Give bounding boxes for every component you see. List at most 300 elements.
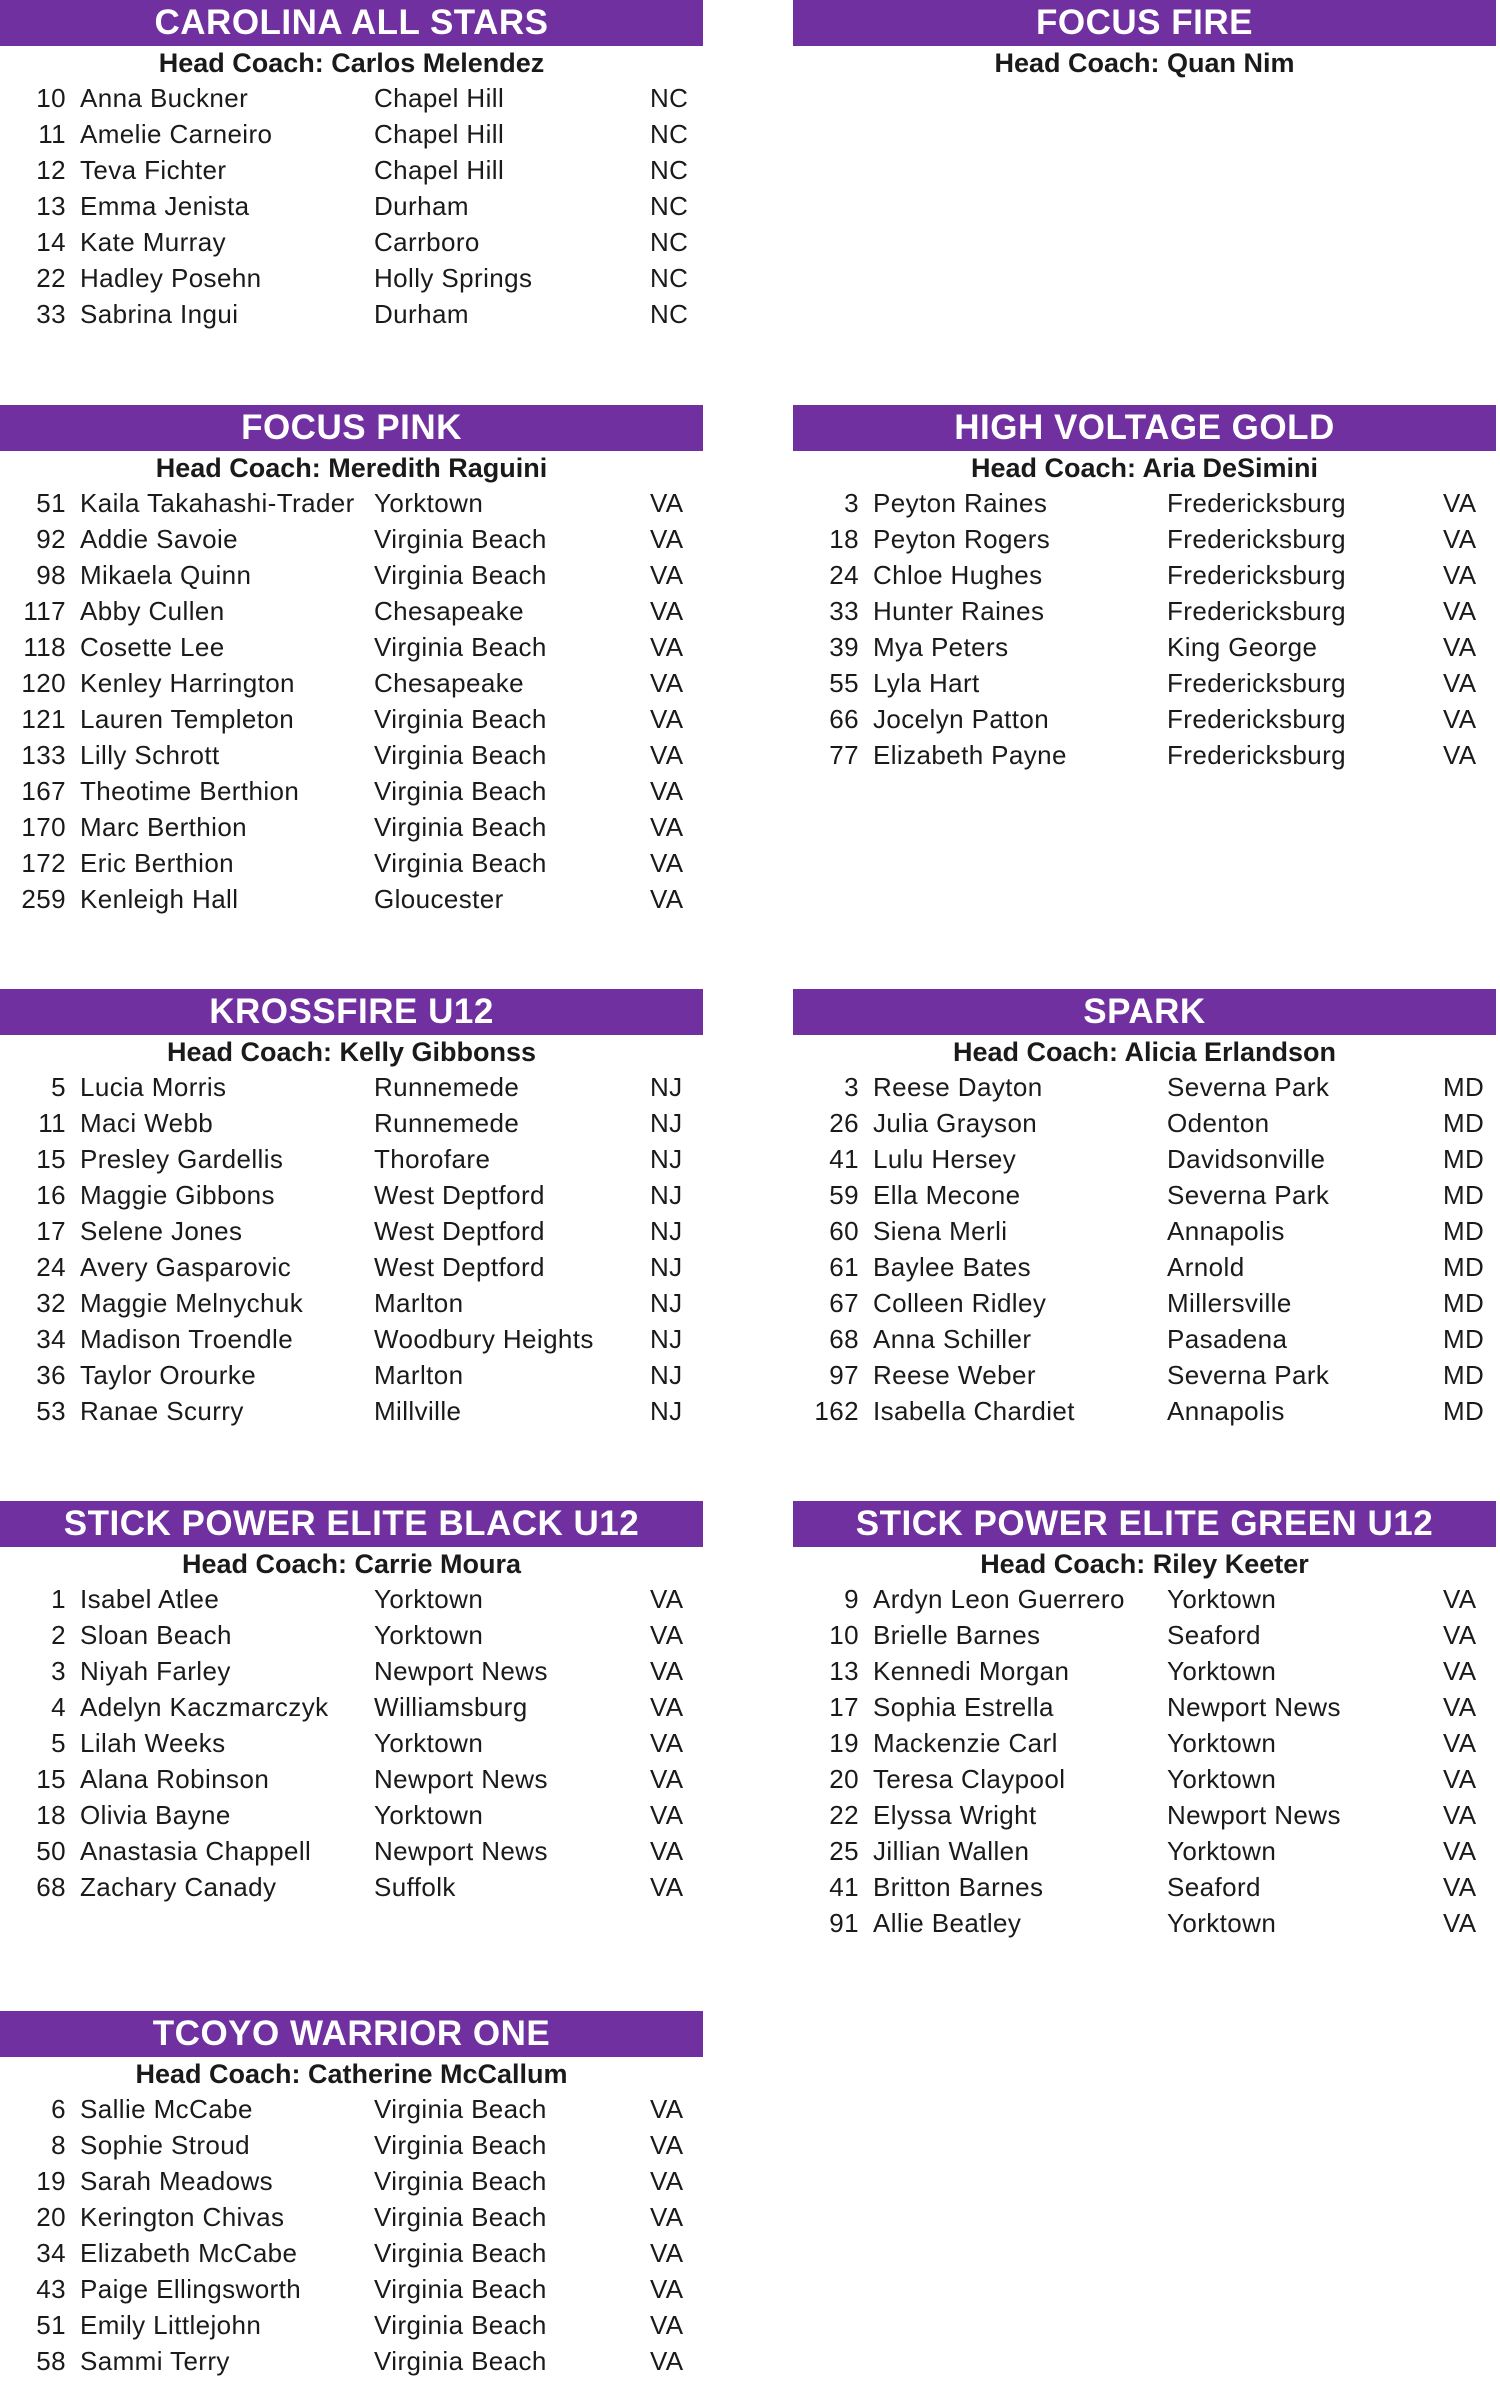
- player-number: 39: [829, 632, 859, 662]
- player-number: 33: [36, 299, 66, 329]
- player-state: VA: [1443, 1728, 1477, 1758]
- player-name: Peyton Rogers: [873, 524, 1051, 554]
- player-state: MD: [1443, 1252, 1485, 1282]
- player-city: Virginia Beach: [374, 2166, 547, 2196]
- player-row: [0, 593, 703, 629]
- player-city: Annapolis: [1167, 1216, 1285, 1246]
- player-number: 24: [36, 1252, 66, 1282]
- player-state: VA: [650, 740, 684, 770]
- team-block: [793, 0, 1496, 80]
- player-state: MD: [1443, 1288, 1485, 1318]
- player-city: West Deptford: [374, 1216, 545, 1246]
- player-number: 67: [829, 1288, 859, 1318]
- player-name: Mackenzie Carl: [873, 1728, 1058, 1758]
- player-number: 14: [36, 227, 66, 257]
- player-row: [0, 1285, 703, 1321]
- player-state: VA: [1443, 1584, 1477, 1614]
- player-city: Yorktown: [1167, 1656, 1277, 1686]
- player-number: 13: [36, 191, 66, 221]
- player-number: 3: [844, 488, 859, 518]
- player-name: Teva Fichter: [80, 155, 227, 185]
- player-city: Fredericksburg: [1167, 560, 1346, 590]
- player-list: [0, 1069, 703, 1429]
- player-number: 170: [21, 812, 66, 842]
- player-name: Peyton Raines: [873, 488, 1048, 518]
- player-name: Julia Grayson: [873, 1108, 1038, 1138]
- player-name: Alana Robinson: [80, 1764, 270, 1794]
- player-state: VA: [650, 524, 684, 554]
- player-name: Ardyn Leon Guerrero: [873, 1584, 1125, 1614]
- player-state: VA: [650, 2346, 684, 2376]
- player-city: Virginia Beach: [374, 2238, 547, 2268]
- player-city: Chesapeake: [374, 668, 524, 698]
- team-name: TCOYO WARRIOR ONE: [0, 2011, 703, 2057]
- player-row: [0, 116, 703, 152]
- player-number: 3: [51, 1656, 66, 1686]
- player-row: [0, 1689, 703, 1725]
- player-state: NC: [650, 155, 689, 185]
- player-row: [0, 1725, 703, 1761]
- player-city: Newport News: [1167, 1692, 1341, 1722]
- player-city: Newport News: [374, 1656, 548, 1686]
- player-number: 58: [36, 2346, 66, 2376]
- player-row: [0, 1761, 703, 1797]
- player-state: MD: [1443, 1324, 1485, 1354]
- player-row: [793, 1249, 1496, 1285]
- player-name: Sarah Meadows: [80, 2166, 274, 2196]
- player-list: [0, 2091, 703, 2379]
- team-name: FOCUS PINK: [0, 405, 703, 451]
- player-name: Sammi Terry: [80, 2346, 230, 2376]
- player-row: [793, 701, 1496, 737]
- player-city: Yorktown: [374, 488, 484, 518]
- player-city: Marlton: [374, 1288, 464, 1318]
- player-city: Carrboro: [374, 227, 480, 257]
- player-state: VA: [1443, 668, 1477, 698]
- player-state: NJ: [650, 1396, 683, 1426]
- player-row: [0, 224, 703, 260]
- player-city: Pasadena: [1167, 1324, 1288, 1354]
- player-state: MD: [1443, 1216, 1485, 1246]
- player-name: Sallie McCabe: [80, 2094, 253, 2124]
- player-name: Addie Savoie: [80, 524, 239, 554]
- player-number: 117: [23, 596, 66, 626]
- player-number: 3: [844, 1072, 859, 1102]
- player-state: NJ: [650, 1360, 683, 1390]
- player-row: [0, 260, 703, 296]
- player-state: VA: [1443, 1692, 1477, 1722]
- player-list: [0, 485, 703, 917]
- player-row: [0, 521, 703, 557]
- player-row: [793, 1321, 1496, 1357]
- team-block: [0, 1501, 703, 1905]
- player-city: Gloucester: [374, 884, 504, 914]
- player-city: Woodbury Heights: [374, 1324, 594, 1354]
- player-row: [793, 557, 1496, 593]
- player-state: VA: [650, 632, 684, 662]
- player-row: [0, 2271, 703, 2307]
- player-row: [0, 629, 703, 665]
- player-city: Chesapeake: [374, 596, 524, 626]
- player-city: Chapel Hill: [374, 119, 505, 149]
- player-name: Zachary Canady: [80, 1872, 277, 1902]
- player-name: Adelyn Kaczmarczyk: [80, 1692, 329, 1722]
- head-coach: Head Coach: Carlos Melendez: [158, 48, 545, 78]
- head-coach: Head Coach: Quan Nim: [994, 48, 1295, 78]
- player-row: [793, 1213, 1496, 1249]
- player-city: Odenton: [1167, 1108, 1270, 1138]
- head-coach: Head Coach: Carrie Moura: [181, 1549, 522, 1579]
- player-row: [793, 1581, 1496, 1617]
- player-number: 91: [829, 1908, 859, 1938]
- player-list: [793, 1069, 1496, 1429]
- player-state: VA: [650, 2202, 684, 2232]
- player-name: Olivia Bayne: [80, 1800, 231, 1830]
- player-number: 8: [51, 2130, 66, 2160]
- team-block: [0, 989, 703, 1429]
- player-row: [793, 1833, 1496, 1869]
- player-number: 20: [829, 1764, 859, 1794]
- player-city: Fredericksburg: [1167, 596, 1346, 626]
- player-name: Jocelyn Patton: [873, 704, 1050, 734]
- player-state: NJ: [650, 1144, 683, 1174]
- player-number: 68: [36, 1872, 66, 1902]
- player-row: [793, 1069, 1496, 1105]
- player-state: VA: [1443, 1836, 1477, 1866]
- player-row: [0, 485, 703, 521]
- player-number: 19: [829, 1728, 859, 1758]
- player-name: Kenleigh Hall: [80, 884, 239, 914]
- player-row: [793, 1285, 1496, 1321]
- player-state: VA: [650, 1836, 684, 1866]
- player-name: Maggie Melnychuk: [80, 1288, 304, 1318]
- player-city: Yorktown: [374, 1728, 484, 1758]
- player-name: Anna Buckner: [80, 83, 249, 113]
- player-name: Anastasia Chappell: [80, 1836, 312, 1866]
- player-number: 13: [829, 1656, 859, 1686]
- player-state: VA: [650, 2094, 684, 2124]
- team-block: [793, 1501, 1496, 1941]
- player-name: Baylee Bates: [873, 1252, 1032, 1282]
- player-number: 51: [36, 2310, 66, 2340]
- player-state: VA: [650, 884, 684, 914]
- head-coach: Head Coach: Aria DeSimini: [970, 453, 1319, 483]
- player-row: [793, 1105, 1496, 1141]
- player-number: 98: [36, 560, 66, 590]
- player-name: Sabrina Ingui: [80, 299, 239, 329]
- team-name: CAROLINA ALL STARS: [0, 0, 703, 46]
- player-name: Britton Barnes: [873, 1872, 1044, 1902]
- player-number: 17: [829, 1692, 859, 1722]
- team-name: STICK POWER ELITE GREEN U12: [793, 1501, 1496, 1547]
- player-name: Kennedi Morgan: [873, 1656, 1070, 1686]
- player-state: VA: [1443, 740, 1477, 770]
- player-name: Avery Gasparovic: [80, 1252, 292, 1282]
- player-row: [793, 1357, 1496, 1393]
- player-name: Lilah Weeks: [80, 1728, 226, 1758]
- player-name: Ella Mecone: [873, 1180, 1021, 1210]
- player-number: 16: [36, 1180, 66, 1210]
- player-name: Ranae Scurry: [80, 1396, 244, 1426]
- player-name: Jillian Wallen: [873, 1836, 1030, 1866]
- player-state: VA: [650, 2310, 684, 2340]
- head-coach: Head Coach: Riley Keeter: [980, 1549, 1309, 1579]
- player-state: NC: [650, 83, 689, 113]
- player-number: 12: [36, 155, 66, 185]
- player-state: VA: [650, 2238, 684, 2268]
- player-number: 11: [38, 1108, 66, 1138]
- player-name: Niyah Farley: [80, 1656, 231, 1686]
- player-list: [0, 80, 703, 332]
- player-number: 43: [36, 2274, 66, 2304]
- player-row: [0, 1869, 703, 1905]
- player-number: 34: [36, 1324, 66, 1354]
- player-row: [0, 2091, 703, 2127]
- player-name: Chloe Hughes: [873, 560, 1043, 590]
- player-city: Chapel Hill: [374, 83, 505, 113]
- player-name: Kerington Chivas: [80, 2202, 285, 2232]
- player-row: [0, 557, 703, 593]
- player-number: 5: [51, 1072, 66, 1102]
- player-number: 26: [829, 1108, 859, 1138]
- player-state: VA: [1443, 488, 1477, 518]
- player-city: Millville: [374, 1396, 462, 1426]
- player-row: [0, 2343, 703, 2379]
- player-state: MD: [1443, 1360, 1485, 1390]
- player-state: VA: [1443, 560, 1477, 590]
- player-city: Severna Park: [1167, 1180, 1330, 1210]
- player-city: Virginia Beach: [374, 812, 547, 842]
- player-state: MD: [1443, 1072, 1485, 1102]
- player-row: [0, 1833, 703, 1869]
- head-coach: Head Coach: Kelly Gibbonss: [166, 1037, 537, 1067]
- player-row: [793, 1177, 1496, 1213]
- player-row: [0, 80, 703, 116]
- player-number: 17: [36, 1216, 66, 1246]
- player-name: Selene Jones: [80, 1216, 243, 1246]
- player-city: Virginia Beach: [374, 632, 547, 662]
- player-list: [793, 485, 1496, 773]
- player-state: VA: [650, 668, 684, 698]
- player-number: 22: [829, 1800, 859, 1830]
- player-name: Reese Dayton: [873, 1072, 1043, 1102]
- player-state: VA: [650, 2130, 684, 2160]
- player-row: [0, 737, 703, 773]
- player-state: NC: [650, 263, 689, 293]
- player-name: Hadley Posehn: [80, 263, 262, 293]
- player-state: MD: [1443, 1396, 1485, 1426]
- player-state: VA: [1443, 1764, 1477, 1794]
- player-name: Cosette Lee: [80, 632, 225, 662]
- player-state: VA: [650, 488, 684, 518]
- player-row: [793, 1617, 1496, 1653]
- team-block: [793, 989, 1496, 1429]
- player-city: Yorktown: [374, 1584, 484, 1614]
- team-name: KROSSFIRE U12: [0, 989, 703, 1035]
- player-number: 1: [51, 1584, 66, 1614]
- player-city: Yorktown: [374, 1800, 484, 1830]
- player-city: Virginia Beach: [374, 2094, 547, 2124]
- team-name: HIGH VOLTAGE GOLD: [793, 405, 1496, 451]
- player-number: 36: [36, 1360, 66, 1390]
- player-name: Reese Weber: [873, 1360, 1036, 1390]
- player-state: NC: [650, 191, 689, 221]
- player-name: Presley Gardellis: [80, 1144, 284, 1174]
- player-city: King George: [1167, 632, 1318, 662]
- player-number: 92: [36, 524, 66, 554]
- player-city: Virginia Beach: [374, 740, 547, 770]
- head-coach: Head Coach: Catherine McCallum: [135, 2059, 568, 2089]
- player-number: 118: [23, 632, 66, 662]
- player-row: [0, 1177, 703, 1213]
- player-number: 61: [829, 1252, 859, 1282]
- player-row: [0, 188, 703, 224]
- player-number: 97: [829, 1360, 859, 1390]
- player-state: VA: [650, 1620, 684, 1650]
- player-city: Virginia Beach: [374, 2310, 547, 2340]
- player-name: Anna Schiller: [873, 1324, 1032, 1354]
- player-name: Brielle Barnes: [873, 1620, 1041, 1650]
- player-number: 162: [814, 1396, 859, 1426]
- player-name: Elizabeth Payne: [873, 740, 1067, 770]
- player-number: 11: [38, 119, 66, 149]
- player-state: VA: [650, 704, 684, 734]
- player-number: 259: [21, 884, 66, 914]
- player-city: Runnemede: [374, 1108, 520, 1138]
- player-name: Abby Cullen: [80, 596, 225, 626]
- player-state: VA: [1443, 1872, 1477, 1902]
- player-city: Yorktown: [1167, 1764, 1277, 1794]
- player-number: 34: [36, 2238, 66, 2268]
- player-name: Hunter Raines: [873, 596, 1045, 626]
- player-number: 10: [36, 83, 66, 113]
- player-row: [0, 2199, 703, 2235]
- team-block: [793, 405, 1496, 773]
- player-name: Lauren Templeton: [80, 704, 295, 734]
- player-state: VA: [650, 560, 684, 590]
- player-city: Chapel Hill: [374, 155, 505, 185]
- player-city: Virginia Beach: [374, 2130, 547, 2160]
- player-state: NC: [650, 119, 689, 149]
- player-row: [0, 1393, 703, 1429]
- player-state: VA: [1443, 1908, 1477, 1938]
- player-state: VA: [650, 1584, 684, 1614]
- head-coach: Head Coach: Meredith Raguini: [155, 453, 548, 483]
- player-name: Theotime Berthion: [80, 776, 300, 806]
- player-state: VA: [650, 2274, 684, 2304]
- player-row: [0, 1797, 703, 1833]
- player-city: Marlton: [374, 1360, 464, 1390]
- player-city: Fredericksburg: [1167, 704, 1346, 734]
- team-block: [0, 0, 703, 332]
- player-city: Fredericksburg: [1167, 740, 1346, 770]
- head-coach: Head Coach: Alicia Erlandson: [952, 1037, 1337, 1067]
- player-state: NJ: [650, 1216, 683, 1246]
- player-city: Virginia Beach: [374, 2346, 547, 2376]
- player-city: Newport News: [374, 1764, 548, 1794]
- player-name: Lyla Hart: [873, 668, 980, 698]
- player-name: Emma Jenista: [80, 191, 250, 221]
- player-name: Isabella Chardiet: [873, 1396, 1075, 1426]
- player-state: VA: [1443, 1800, 1477, 1830]
- player-number: 41: [829, 1872, 859, 1902]
- team-name: SPARK: [793, 989, 1496, 1035]
- player-state: NC: [650, 227, 689, 257]
- player-city: Thorofare: [374, 1144, 491, 1174]
- player-name: Lucia Morris: [80, 1072, 227, 1102]
- player-number: 18: [36, 1800, 66, 1830]
- player-name: Maci Webb: [80, 1108, 214, 1138]
- team-block: [0, 2011, 703, 2379]
- player-name: Amelie Carneiro: [80, 119, 273, 149]
- player-state: VA: [650, 776, 684, 806]
- player-state: VA: [1443, 596, 1477, 626]
- player-city: Annapolis: [1167, 1396, 1285, 1426]
- player-number: 25: [829, 1836, 859, 1866]
- player-number: 4: [51, 1692, 66, 1722]
- player-row: [0, 1321, 703, 1357]
- player-number: 41: [829, 1144, 859, 1174]
- player-name: Teresa Claypool: [873, 1764, 1066, 1794]
- player-city: West Deptford: [374, 1252, 545, 1282]
- player-number: 51: [36, 488, 66, 518]
- player-number: 66: [829, 704, 859, 734]
- player-state: VA: [650, 1692, 684, 1722]
- player-state: VA: [650, 596, 684, 626]
- player-state: VA: [1443, 524, 1477, 554]
- player-name: Marc Berthion: [80, 812, 248, 842]
- player-number: 172: [21, 848, 66, 878]
- player-row: [0, 1581, 703, 1617]
- player-name: Allie Beatley: [873, 1908, 1022, 1938]
- player-row: [793, 1797, 1496, 1833]
- player-state: MD: [1443, 1144, 1485, 1174]
- player-number: 133: [21, 740, 66, 770]
- player-name: Kaila Takahashi-Trader: [80, 488, 355, 518]
- player-state: MD: [1443, 1180, 1485, 1210]
- player-row: [0, 809, 703, 845]
- player-name: Isabel Atlee: [80, 1584, 220, 1614]
- player-row: [0, 1069, 703, 1105]
- player-name: Sophia Estrella: [873, 1692, 1054, 1722]
- player-city: Virginia Beach: [374, 776, 547, 806]
- player-number: 53: [36, 1396, 66, 1426]
- player-city: Holly Springs: [374, 263, 533, 293]
- player-row: [793, 1689, 1496, 1725]
- player-number: 167: [21, 776, 66, 806]
- player-city: West Deptford: [374, 1180, 545, 1210]
- player-city: Newport News: [1167, 1800, 1341, 1830]
- player-name: Colleen Ridley: [873, 1288, 1047, 1318]
- player-number: 2: [51, 1620, 66, 1650]
- player-city: Millersville: [1167, 1288, 1292, 1318]
- player-city: Severna Park: [1167, 1072, 1330, 1102]
- player-name: Lulu Hersey: [873, 1144, 1017, 1174]
- player-row: [0, 1249, 703, 1285]
- player-city: Runnemede: [374, 1072, 520, 1102]
- player-city: Newport News: [374, 1836, 548, 1866]
- player-name: Siena Merli: [873, 1216, 1008, 1246]
- player-city: Fredericksburg: [1167, 524, 1346, 554]
- player-state: VA: [1443, 632, 1477, 662]
- player-row: [0, 881, 703, 917]
- player-city: Suffolk: [374, 1872, 456, 1902]
- player-state: VA: [1443, 1620, 1477, 1650]
- player-number: 55: [829, 668, 859, 698]
- player-number: 18: [829, 524, 859, 554]
- team-name: STICK POWER ELITE BLACK U12: [0, 1501, 703, 1547]
- player-state: MD: [1443, 1108, 1485, 1138]
